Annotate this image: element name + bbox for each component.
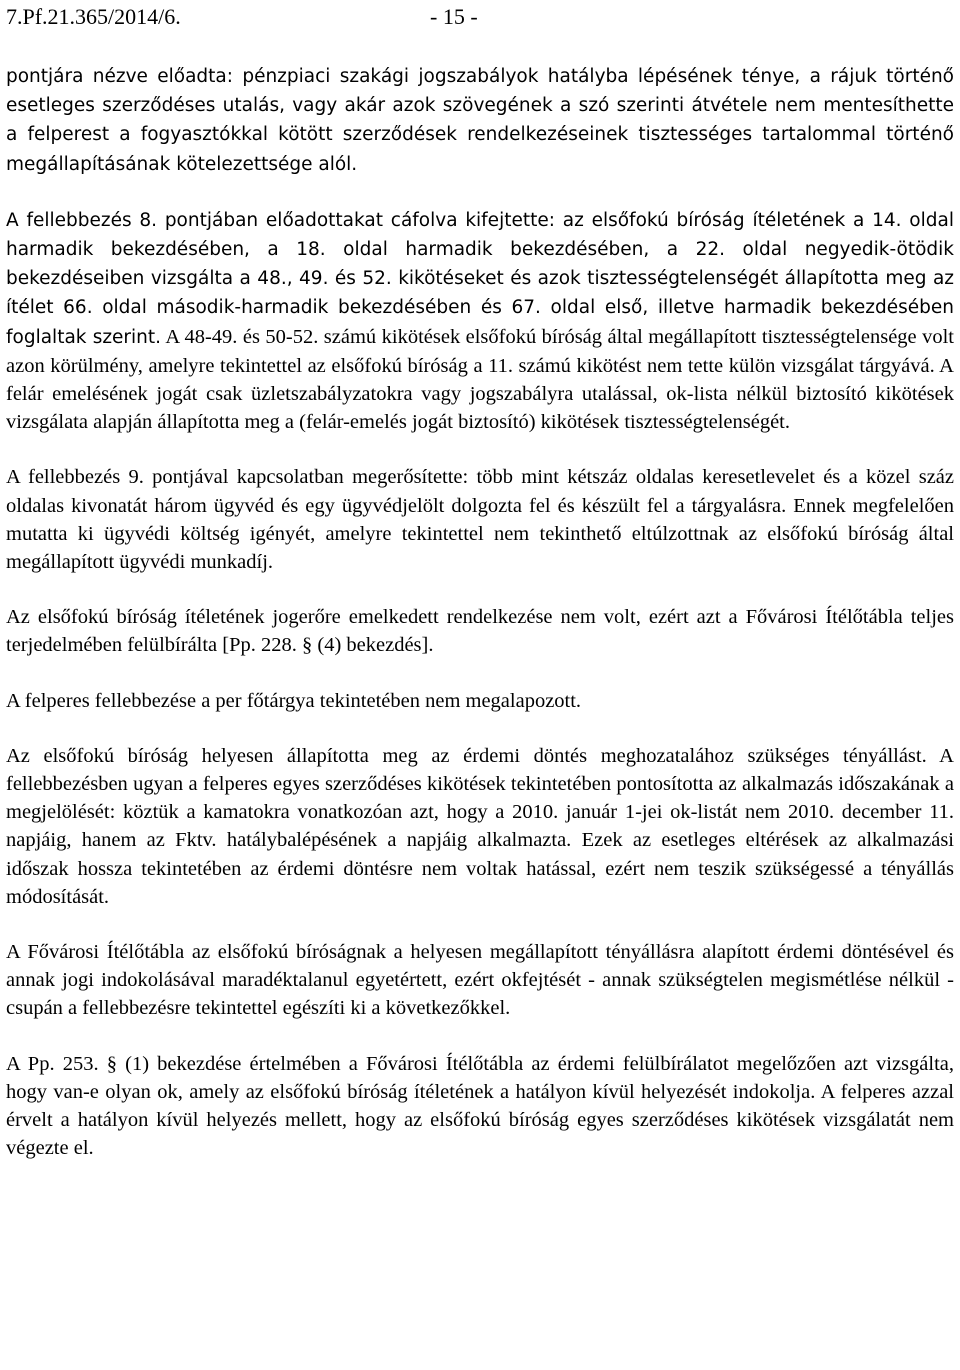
paragraph <box>6 938 954 1023</box>
paragraph-text: A fellebbezés 9. pontjával kapcsolatban megerősítette: több mint kétszáz oldalas keresetlevelet és a közel száz oldalas kivonatát három ügyvéd és egy ügyvédjelölt dolgozta fel és készült fel a tárgyalásra. Ennek megfelelően mutatta ki ügyvédi költség igényét, amelyre tekintettel nem tekinthető eltúlzottnak az elsőfokú bíróság által megállapított ügyvédi munkadíj. <box>6 466 954 574</box>
paragraph-text: A fellebbezés 8. pontjában előadottakat cáfolva kifejtette: az elsőfokú bíróság ítéletének a 14. oldal harmadik bekezdésében, a 18. oldal harmadik bekezdésében, a 22. oldal negyedik-ötödik bekezdéseiben vizsgálta a 48., 49. és 52. kikötéseket és azok tisztességtelenségét állapította meg az ítélet 66. oldal második-harmadik bekezdésében és 67. oldal első, illetve harmadik bekezdésében foglaltak szerint. <box>6 209 954 348</box>
page-number: - 15 - <box>430 4 478 29</box>
paragraph <box>6 687 954 715</box>
paragraph-text: A Fővárosi Ítélőtábla az elsőfokú bíróságnak a helyesen megállapított tényállásra alapított érdemi döntésével és annak jogi indokolásával maradéktalanul egyetértett, ezért okfejtését - annak szükségtelen megismétlése nélkül - csupán a fellebbezésre tekintettel egészíti ki a következőkkel. <box>6 941 954 1020</box>
paragraph-text: A 48-49. és 50-52. számú kikötések elsőfokú bíróság által megállapított tisztességtelensége volt azon körülmény, amelyre tekintettel az elsőfokú bíróság a 11. számú kikötést nem tette külön vizsgálat tárgyává. A felár emelésének jogát csak üzletszabályzatokra vagy jogszabályra utalással, ok-lista nélkül biztosító kikötések vizsgálata alapján állapította meg a (felár-emelés jogát biztosító) kikötések tisztességtelenségét. <box>6 325 954 434</box>
case-reference: 7.Pf.21.365/2014/6. <box>6 4 181 29</box>
paragraph-text: A felperes fellebbezése a per főtárgya tekintetében nem megalapozott. <box>6 689 582 712</box>
paragraph-text: Az elsőfokú bíróság ítéletének jogerőre emelkedett rendelkezése nem volt, ezért azt a Fővárosi Ítélőtábla teljes terjedelmében felülbírálta [Pp. 228. § (4) bekezdés]. <box>6 606 954 657</box>
paragraph-text: Az elsőfokú bíróság helyesen állapította meg az érdemi döntés meghozatalához szükséges tényállást. A fellebbezésben ugyan a felperes egyes szerződéses kikötések tekintetében pontosította az alkalmazás időszakának a megjelölését: köztük a kamatokra vonatkozóan azt, hogy a 2010. január 1-jei ok-listát nem 2010. december 11. napjáig, hanem az Fktv. hatálybalépésének a napjáig alkalmazta. Ezek az esetleges eltérések az alkalmazási időszak hossza tekintetében az érdemi döntésre nem voltak hatással, ezért nem teszik szükségessé a tényállás módosítását. <box>6 744 954 908</box>
paragraph <box>6 1050 954 1163</box>
paragraph-text: pontjára nézve előadta: pénzpiaci szakági jogszabályok hatályba lépésének ténye, a rájuk történő esetleges szerződéses utalás, vagy akár azok szövegének a szó szerinti átvétele nem mentesíthette a felperest a fogyasztókkal kötött szerződések rendelkezéseinek tisztességes tartalommal történő megállapításának kötelezettsége alól. <box>6 66 954 175</box>
paragraph <box>6 742 954 911</box>
paragraph <box>6 463 954 576</box>
document-body <box>6 62 954 1190</box>
paragraph <box>6 62 954 179</box>
paragraph <box>6 206 954 437</box>
paragraph <box>6 603 954 659</box>
paragraph-text: A Pp. 253. § (1) bekezdése értelmében a Fővárosi Ítélőtábla az érdemi felülbírálatot megelőzően azt vizsgálta, hogy van-e olyan ok, amely az elsőfokú bíróság ítéletének a hatályon kívül helyezését indokolja. A felperes azzal érvelt a hatályon kívül helyezés mellett, hogy az elsőfokú bíróság egyes szerződéses kikötések vizsgálatát nem végezte el. <box>6 1052 954 1160</box>
